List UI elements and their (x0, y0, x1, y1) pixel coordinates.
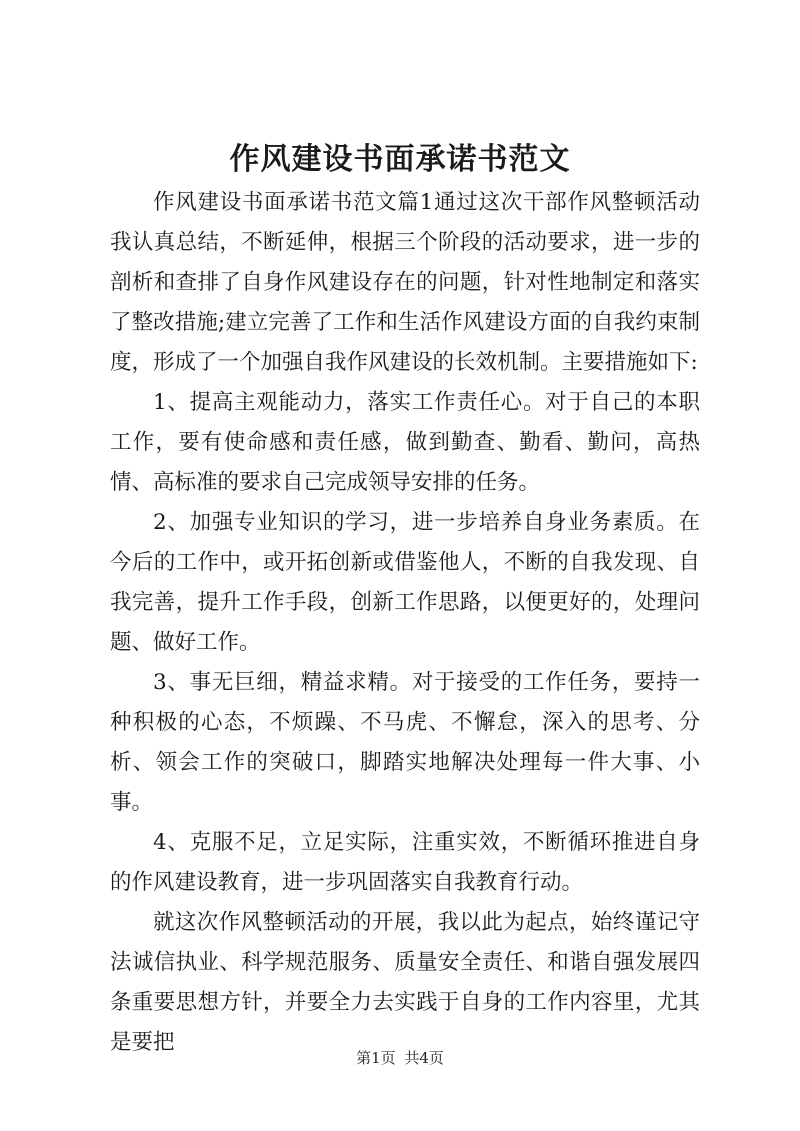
paragraph-item-4: 4、克服不足，立足实际，注重实效，不断循环推进自身的作风建设教育，进一步巩固落实自我教育行动。 (110, 830, 700, 895)
document-body (110, 183, 700, 1063)
paragraph-intro: 作风建设书面承诺书范文篇1通过这次干部作风整顿活动我认真总结，不断延伸，根据三个阶段的活动要求，进一步的剖析和查排了自身作风建设存在的问题，针对性地制定和落实了整改措施;建立完善了工作和生活作风建设方面的自我约束制度，形成了一个加强自我作风建设的长效机制。主要措施如下: (110, 190, 700, 375)
paragraph-conclusion: 就这次作风整顿活动的开展，我以此为起点，始终谨记守法诚信执业、科学规范服务、质量安全责任、和谐自强发展四条重要思想方针，并要全力去实践于自身的工作内容里，尤其是要把 (110, 910, 700, 1055)
document-title: 作风建设书面承诺书范文 (229, 142, 571, 177)
paragraph-item-2: 2、加强专业知识的学习，进一步培养自身业务素质。在今后的工作中，或开拓创新或借鉴他人，不断的自我发现、自我完善，提升工作手段，创新工作思路，以便更好的，处理问题、做好工作。 (110, 510, 700, 655)
page-footer (0, 1047, 800, 1069)
page-total: 共4页 (404, 1049, 444, 1067)
page-number: 第1页 (356, 1049, 396, 1067)
paragraph-item-1: 1、提高主观能动力，落实工作责任心。对于自己的本职工作，要有使命感和责任感，做到勤查、勤看、勤问，高热情、高标准的要求自己完成领导安排的任务。 (110, 390, 700, 495)
paragraph-item-3: 3、事无巨细，精益求精。对于接受的工作任务，要持一种积极的心态，不烦躁、不马虎、不懈怠，深入的思考、分析、领会工作的突破口，脚踏实地解决处理每一件大事、小事。 (110, 670, 700, 815)
